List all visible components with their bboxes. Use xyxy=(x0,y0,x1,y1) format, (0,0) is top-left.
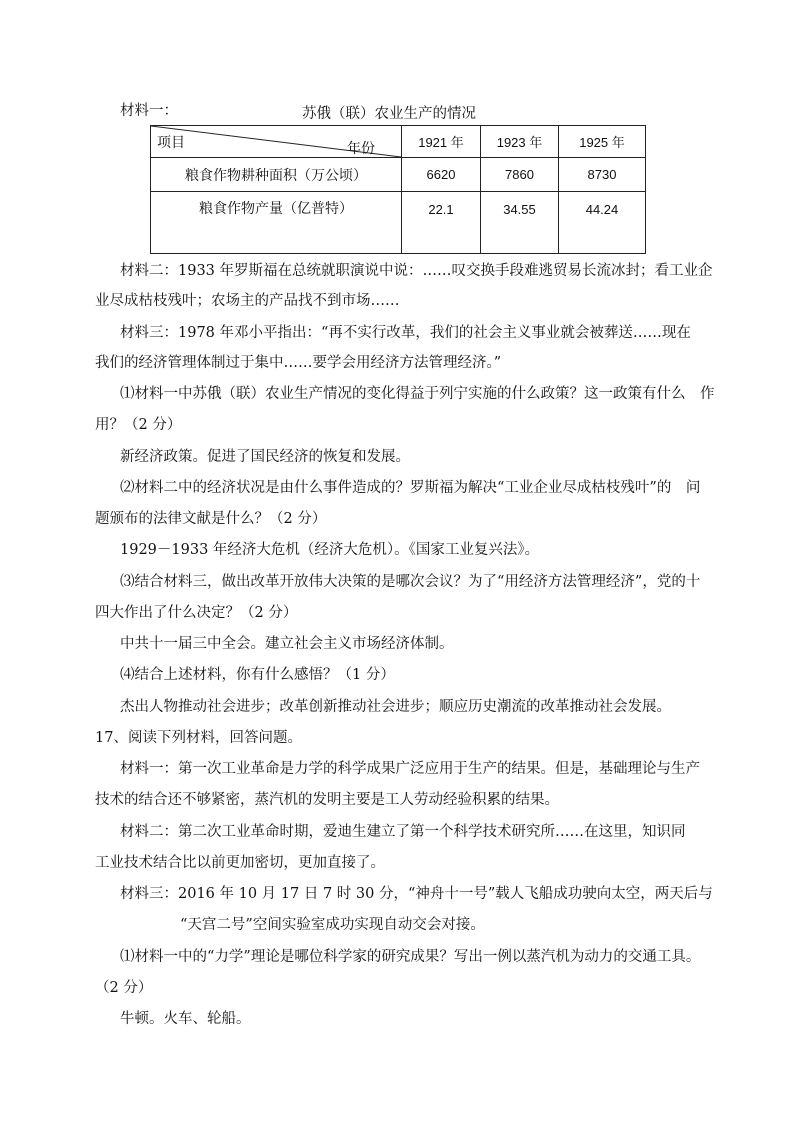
answer-line: 1929－1933 年经济大危机（经济大危机）。《国家工业复兴法》。 xyxy=(120,542,540,558)
text-line: 材料二：第二次工业革命时期，爱迪生建立了第一个科学技术研究所……在这里，知识同 xyxy=(120,824,686,840)
answer-line: 牛顿。火车、轮船。 xyxy=(120,1011,251,1027)
cell-value: 44.24 xyxy=(559,192,646,254)
table-title: 苏俄（联）农业生产的情况 xyxy=(302,106,476,122)
cell-value: 34.55 xyxy=(481,192,559,254)
table-corner-header xyxy=(151,126,402,158)
text-line: （2 分） xyxy=(95,980,153,996)
text-line: 四大作出了什么决定？（2 分） xyxy=(95,605,298,621)
year-header: 1923 年 xyxy=(481,126,559,158)
text-line: 业尽成枯枝残叶；农场主的产品找不到市场…… xyxy=(95,293,400,309)
text-line: 材料三：2016 年 10 月 17 日 7 时 30 分，“神舟十一号”载人飞船成功驶向太空，两天后与 xyxy=(120,886,713,902)
text-line: 题颁布的法律文献是什么？（2 分） xyxy=(95,511,327,527)
cell-value: 22.1 xyxy=(402,192,481,254)
text-line: 材料二：1933 年罗斯福在总统就职演说中说：……叹交换手段难逃贸易长流冰封；看工业企 xyxy=(120,263,713,279)
text-line: ⑷结合上述材料，你有什么感悟？（1 分） xyxy=(120,667,395,683)
answer-line: 新经济政策。促进了国民经济的恢复和发展。 xyxy=(120,449,410,465)
header-item: 项目 xyxy=(157,135,185,151)
text-line: ⑶结合材料三，做出改革开放伟大决策的是哪次会议？为了“用经济方法管理经济”，党的十 xyxy=(120,574,701,590)
text-line: 我们的经济管理体制过于集中……要学会用经济方法管理经济。” xyxy=(95,355,502,371)
cell-value: 8730 xyxy=(559,158,646,192)
answer-line: 中共十一届三中全会。建立社会主义市场经济体制。 xyxy=(120,636,454,652)
text-line: ⑴材料一中苏俄（联）农业生产情况的变化得益于列宁实施的什么政策？这一政策有什么 作 xyxy=(120,386,715,402)
text-line: 材料三：1978 年邓小平指出：“再不实行改革，我们的社会主义事业就会被葬送……现在 xyxy=(120,325,691,341)
agriculture-table xyxy=(150,125,646,254)
material1-label: 材料一： xyxy=(120,103,178,119)
year-header: 1925 年 xyxy=(559,126,646,158)
row-label: 粮食作物产量（亿普特） xyxy=(151,192,402,254)
text-line: ⑴材料一中的“力学”理论是哪位科学家的研究成果？写出一例以蒸汽机为动力的交通工具。 xyxy=(120,949,701,965)
text-line: ⑵材料二中的经济状况是由什么事件造成的？罗斯福为解决“工业企业尽成枯枝残叶”的 问 xyxy=(120,480,701,496)
text-line: 技术的结合还不够紧密，蒸汽机的发明主要是工人劳动经验积累的结果。 xyxy=(95,792,559,808)
text-line: 材料一：第一次工业革命是力学的科学成果广泛应用于生产的结果。但是，基础理论与生产 xyxy=(120,761,700,777)
year-header: 1921 年 xyxy=(402,126,481,158)
text-line: 用？（2 分） xyxy=(95,417,182,433)
cell-value: 7860 xyxy=(481,158,559,192)
text-line: 工业技术结合比以前更加密切，更加直接了。 xyxy=(95,855,385,871)
row-label: 粮食作物耕种面积（万公顷） xyxy=(151,158,402,192)
question-heading: 17、阅读下列材料，回答问题。 xyxy=(95,730,302,746)
text-line: “天宫二号”空间实验室成功实现自动交会对接。 xyxy=(180,917,485,933)
answer-line: 杰出人物推动社会进步；改革创新推动社会进步；顺应历史潮流的改革推动社会发展。 xyxy=(120,699,671,715)
cell-value: 6620 xyxy=(402,158,481,192)
header-year: 年份 xyxy=(347,141,375,157)
